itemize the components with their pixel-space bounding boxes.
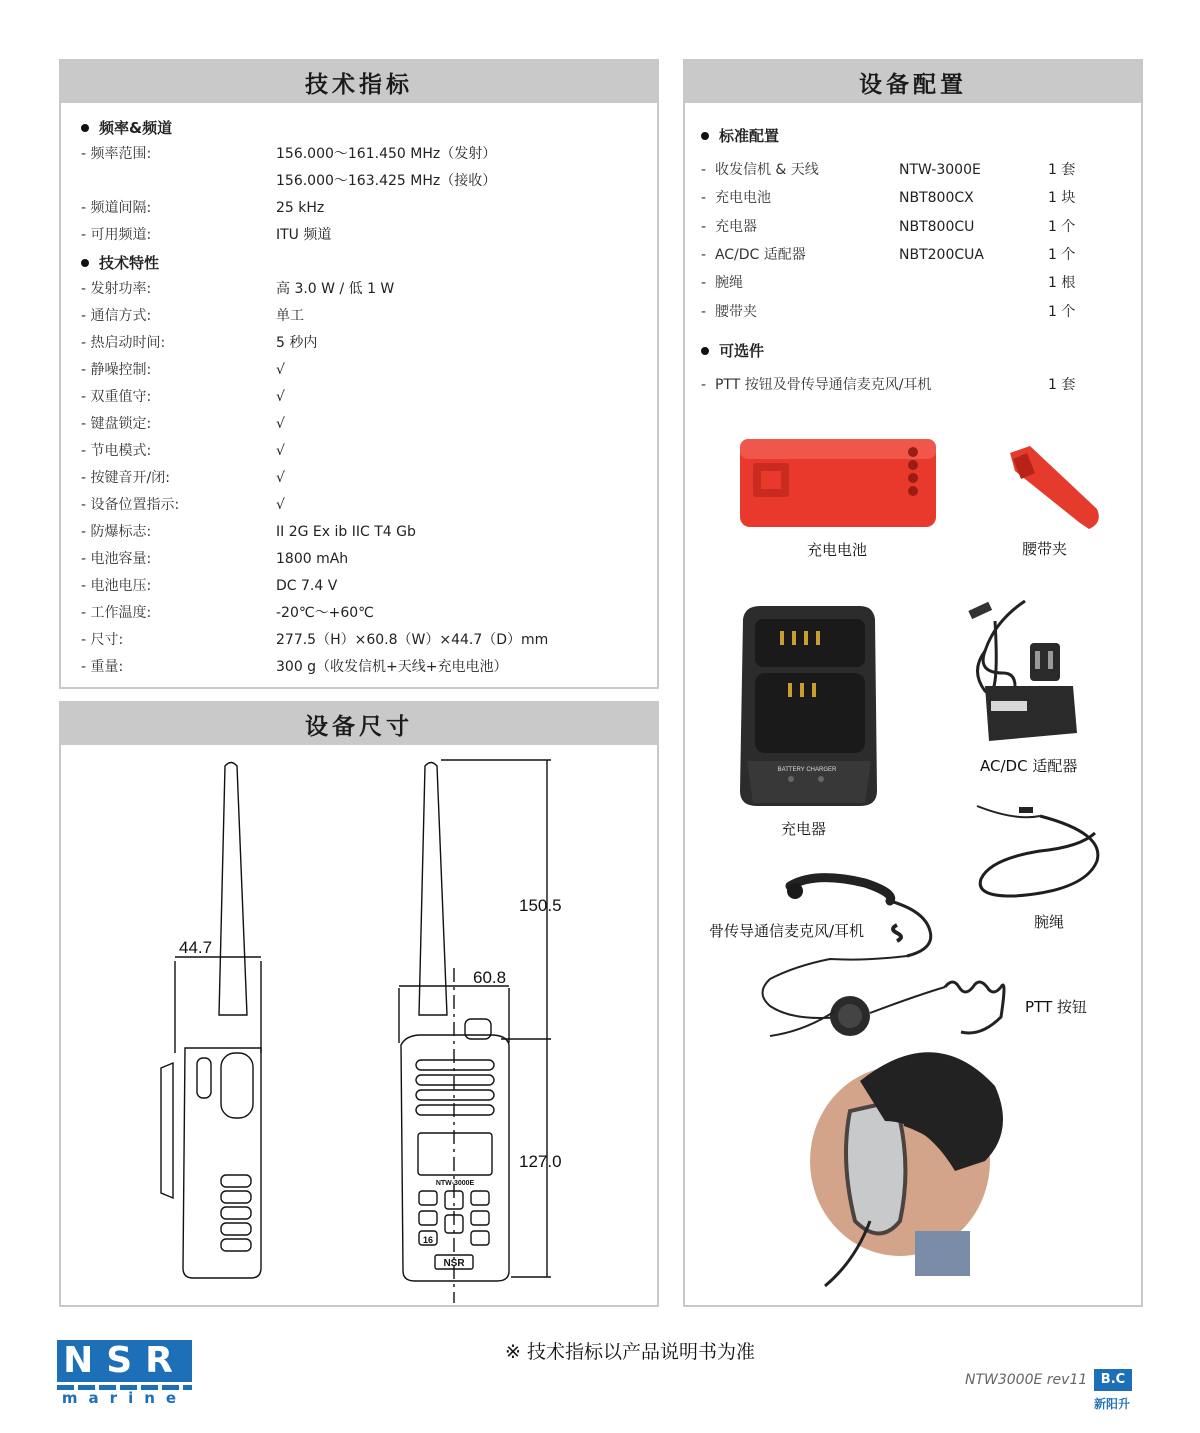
equipment-qty: 1 块 [1048,190,1076,207]
spec-label: - 双重值守: [81,389,152,405]
equipment-name-text: 充电器 [714,218,757,235]
spec-label-text: 静噪控制: [90,362,152,378]
adapter-image [968,601,1077,741]
equipment-name: - 收发信机 & 天线 [701,162,819,178]
equipment-model: NBT200CUA [899,246,984,263]
company-name: 新阳升 [1094,1397,1131,1411]
spec-value: 单工 [276,308,304,324]
spec-value: 25 kHz [276,200,325,216]
equipment-name-text: 收发信机 & 天线 [714,162,819,178]
spec-value: √ [276,389,285,405]
dimensions-title: 设备尺寸 [61,703,657,745]
equipment-name-text: 腰带夹 [714,303,757,320]
spec-label-text: 尺寸: [90,632,124,648]
belt-clip-image [1010,446,1099,529]
spec-label-text: 频率范围: [90,146,152,162]
spec-label-text: 工作温度: [90,605,152,621]
equipment-name: - AC/DC 适配器 [701,246,806,263]
caption-adapter: AC/DC 适配器 [980,757,1078,775]
caption-battery: 充电电池 [807,541,868,559]
spec-label: - 静噪控制: [81,362,152,378]
spec-label: - 频道间隔: [81,200,152,216]
revision-label: NTW3000E rev11 [965,1372,1088,1388]
spec-value: 300 g（收发信机+天线+充电电池） [276,659,508,675]
caption-ptt: PTT 按钮 [1025,998,1087,1016]
spec-label-text: 双重值守: [90,389,152,405]
spec-label: - 设备位置指示: [81,497,180,513]
spec-value: 1800 mAh [276,551,349,567]
equipment-name-text: 充电电池 [714,190,771,207]
width-label: 60.8 [473,968,507,987]
spec-value: √ [276,470,285,486]
bullet-icon [81,124,89,132]
spec-value: √ [276,497,285,513]
equipment-model: NBT800CX [899,190,974,207]
front-body [401,1035,509,1281]
front-display [418,1133,492,1175]
caption-headset: 骨传导通信麦克风/耳机 [709,922,865,940]
spec-label-text: 发射功率: [90,281,152,297]
spec-label-text: 热启动时间: [90,335,166,351]
spec-label: - 按键音开/闭: [81,470,170,486]
dimensions-panel [59,701,659,1307]
antenna-height-label: 150.5 [519,896,562,915]
equipment-name-text: 腕绳 [714,275,743,292]
caption-strap: 腕绳 [1034,913,1065,931]
side-body [183,1048,261,1278]
spec-value: II 2G Ex ib IIC T4 Gb [276,524,416,540]
spec-value: 5 秒内 [276,335,318,351]
spec-label-text: 按键音开/闭: [90,470,170,486]
accessory-illustrations [685,61,1141,1305]
spec-label-text: 频道间隔: [90,200,152,216]
spec-section-tech [81,252,159,273]
front-antenna [419,763,447,1016]
equipment-name-text: PTT 按钮及骨传导通信麦克风/耳机 [714,377,932,393]
spec-label: - 频率范围: [81,146,152,162]
charger-label: BATTERY CHARGER [777,767,837,773]
logo-bottom: marine [61,1389,188,1407]
side-clip [161,1063,173,1198]
equipment-panel [683,59,1143,1307]
model-label: NTW-3000E [435,1180,475,1187]
charger-image [740,606,877,806]
equipment-qty: 1 套 [1048,162,1076,178]
nsr-marine-logo [57,1340,192,1406]
spec-value: 156.000～161.450 MHz（发射） [276,146,497,162]
equipment-name: - 腰带夹 [701,303,757,320]
spec-section-frequency [81,117,172,138]
mannequin-mask-image [810,1052,1003,1286]
spec-label: - 发射功率: [81,281,152,297]
spec-label: - 电池电压: [81,578,152,594]
spec-label-text: 键盘锁定: [90,416,152,432]
equipment-qty: 1 个 [1048,303,1076,320]
equipment-name: - PTT 按钮及骨传导通信麦克风/耳机 [701,377,932,393]
spec-label-text: 电池容量: [90,551,152,567]
logo-top: NSR [57,1340,192,1382]
wrist-strap-image [977,806,1098,896]
bc-badge: B.C [1094,1369,1132,1391]
spec-label: - 热启动时间: [81,335,166,351]
equipment-model: NBT800CU [899,218,975,235]
key-16-label: 16 [422,1235,434,1245]
spec-label: - 电池容量: [81,551,152,567]
spec-label-text: 设备位置指示: [90,497,180,513]
equipment-name: - 腕绳 [701,275,743,292]
spec-value: 156.000～163.425 MHz（接收） [276,173,497,189]
spec-label-text: 可用频道: [90,227,152,243]
spec-value: DC 7.4 V [276,578,338,594]
spec-value: -20℃～+60℃ [276,605,374,621]
section-label: 技术特性 [99,254,160,272]
spec-panel [59,59,659,689]
dimension-drawing [61,703,657,1305]
spec-value: 高 3.0 W / 低 1 W [276,281,395,297]
equipment-qty: 1 个 [1048,218,1076,235]
equipment-qty: 1 根 [1048,275,1076,292]
front-knob [465,1019,491,1039]
brand-label: NSR [443,1258,465,1269]
caption-charger: 充电器 [781,820,827,838]
spec-title: 技术指标 [61,61,657,103]
equipment-title: 设备配置 [685,61,1141,103]
spec-value: √ [276,416,285,432]
spec-value: √ [276,443,285,459]
spec-label: - 节电模式: [81,443,152,459]
spec-value: √ [276,362,285,378]
spec-value: 277.5（H）×60.8（W）×44.7（D）mm [276,632,549,648]
spec-label-text: 电池电压: [90,578,152,594]
equipment-qty: 1 套 [1048,377,1076,393]
depth-label: 44.7 [179,938,213,957]
spec-value: ITU 频道 [276,227,332,243]
equipment-name: - 充电器 [701,218,757,235]
bullet-icon [81,259,89,267]
spec-label: - 防爆标志: [81,524,152,540]
equipment-name: - 充电电池 [701,190,771,207]
spec-label: - 工作温度: [81,605,152,621]
equipment-model: NTW-3000E [899,162,981,178]
spec-label: - 键盘锁定: [81,416,152,432]
equipment-qty: 1 个 [1048,246,1076,263]
spec-label-text: 重量: [90,659,124,675]
side-knob [221,1053,253,1118]
spec-label: - 可用频道: [81,227,152,243]
section-label: 频率&频道 [99,119,173,137]
section-label: 标准配置 [719,127,780,145]
body-height-label: 127.0 [519,1152,562,1171]
equipment-name-text: AC/DC 适配器 [714,246,806,263]
spec-label-text: 节电模式: [90,443,152,459]
footer-note: ※ 技术指标以产品说明书为准 [505,1341,755,1363]
spec-label: - 通信方式: [81,308,152,324]
spec-label: - 重量: [81,659,124,675]
battery-image [740,439,936,527]
headset-image [763,878,1005,1036]
spec-label-text: 防爆标志: [90,524,152,540]
spec-label: - 尺寸: [81,632,124,648]
side-antenna [219,763,247,1016]
spec-label-text: 通信方式: [90,308,152,324]
caption-clip: 腰带夹 [1022,540,1068,558]
section-label: 可选件 [719,342,765,360]
